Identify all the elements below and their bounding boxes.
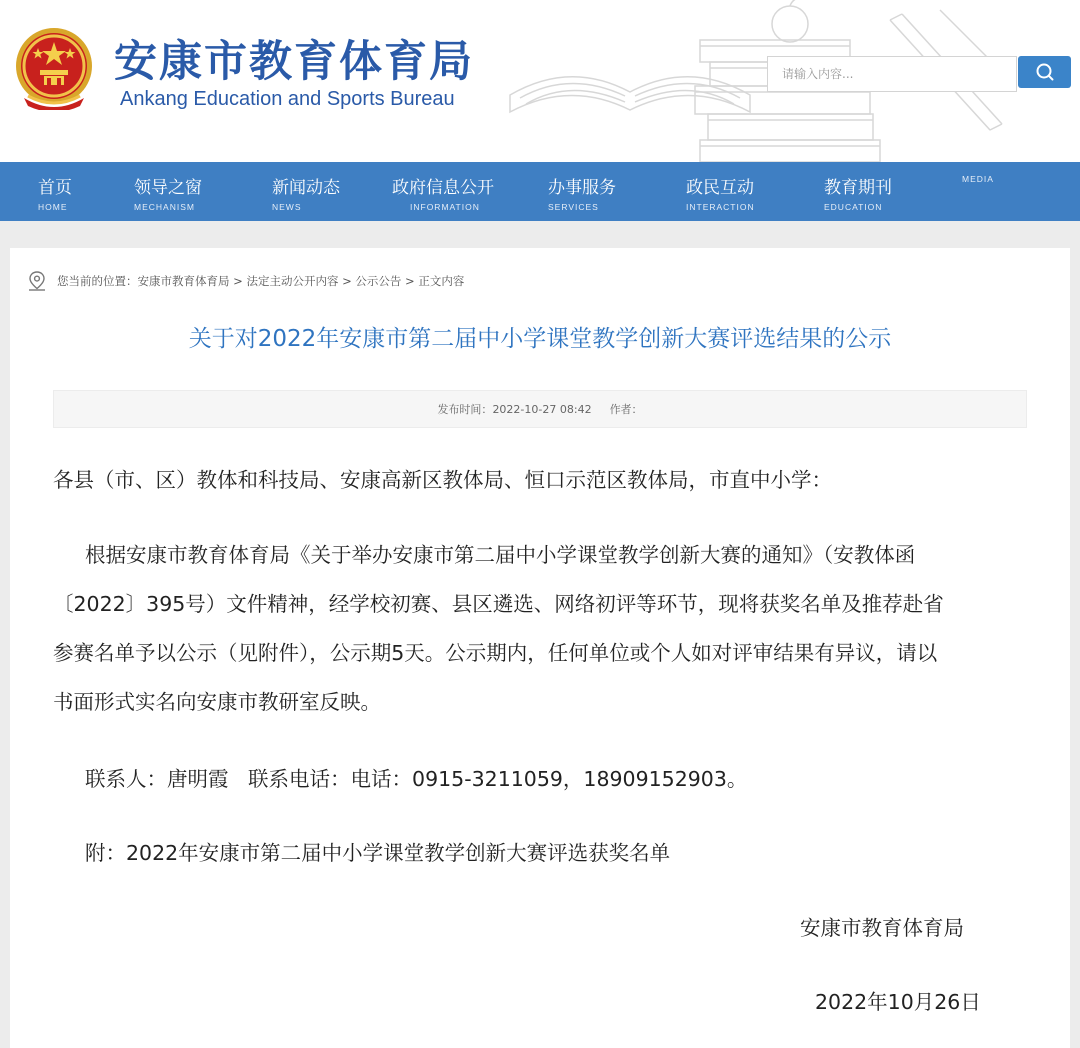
signature-date: 2022年10月26日: [815, 990, 981, 1014]
breadcrumb-current: 正文内容: [418, 274, 465, 288]
paragraph-line: 〔2022〕395号）文件精神，经学校初赛、县区遴选、网络初评等环节，现将获奖名单及推荐赴省: [53, 592, 944, 616]
national-emblem-icon: [14, 26, 94, 110]
paragraph-line: 根据安康市教育体育局《关于举办安康市第二届中小学课堂教学创新大赛的通知》（安教体函: [85, 543, 916, 567]
publish-label: 发布时间：: [437, 403, 493, 416]
main-nav: [0, 162, 1080, 221]
search-button[interactable]: [1018, 56, 1071, 88]
nav-item-sublabel: HOME: [38, 202, 68, 212]
search-icon: [1035, 62, 1055, 82]
paragraph-line: 参赛名单予以公示（见附件），公示期5天。公示期内，任何单位或个人如对评审结果有异议，请以: [53, 641, 938, 665]
site-header: [0, 0, 1080, 162]
publish-time: 2022-10-27 08:42: [492, 402, 592, 416]
article-greeting: 各县（市、区）教体和科技局、安康高新区教体局、恒口示范区教体局，市直中小学：: [53, 468, 832, 492]
search-input[interactable]: [767, 56, 1017, 92]
breadcrumb-separator: >: [401, 274, 419, 288]
nav-item-label: 领导之窗: [134, 178, 202, 198]
paragraph-line: 书面形式实名向安康市教研室反映。: [53, 690, 381, 714]
site-title: 安康市教育体育局: [114, 37, 474, 87]
location-pin-icon: [27, 270, 47, 292]
author-label: 作者：: [609, 403, 643, 416]
nav-item-label: 新闻动态: [272, 178, 340, 198]
article-main-paragraph: [53, 531, 1033, 727]
nav-item-sublabel: INTERACTION: [686, 202, 755, 212]
article-meta: [53, 390, 1027, 428]
breadcrumb-link-home[interactable]: 安康市教育体育局: [137, 274, 230, 288]
nav-item-label: 首页: [38, 178, 72, 198]
attachment-link[interactable]: 附：2022年安康市第二届中小学课堂教学创新大赛评选获奖名单: [85, 841, 671, 865]
nav-item-label: 办事服务: [548, 178, 616, 198]
breadcrumb-link-disclosure[interactable]: 法定主动公开内容: [246, 274, 339, 288]
breadcrumb: [27, 268, 464, 294]
breadcrumb-prefix: 您当前的位置：: [57, 274, 138, 288]
signature-org: 安康市教育体育局: [800, 916, 964, 940]
nav-item-label: 政民互动: [686, 178, 754, 198]
nav-item-label: 教育期刊: [824, 178, 892, 198]
breadcrumb-separator: >: [338, 274, 356, 288]
nav-item-sublabel: EDUCATION: [824, 202, 883, 212]
nav-item-label: 政府信息公开: [392, 178, 494, 198]
nav-item-sublabel: MEDIA: [962, 174, 994, 184]
nav-item-sublabel: NEWS: [272, 202, 302, 212]
nav-item-sublabel: INFORMATION: [410, 202, 480, 212]
breadcrumb-separator: >: [229, 274, 247, 288]
nav-item-sublabel: MECHANISM: [134, 202, 195, 212]
article-card: [10, 248, 1070, 1048]
article-title: 关于对2022年安康市第二届中小学课堂教学创新大赛评选结果的公示: [188, 326, 892, 352]
contact-info: 联系人：唐明霞 联系电话：电话：0915-3211059，18909152903。: [85, 767, 748, 791]
site-subtitle: Ankang Education and Sports Bureau: [120, 88, 455, 110]
breadcrumb-link-notices[interactable]: 公示公告: [355, 274, 402, 288]
nav-item-sublabel: SERVICES: [548, 202, 599, 212]
